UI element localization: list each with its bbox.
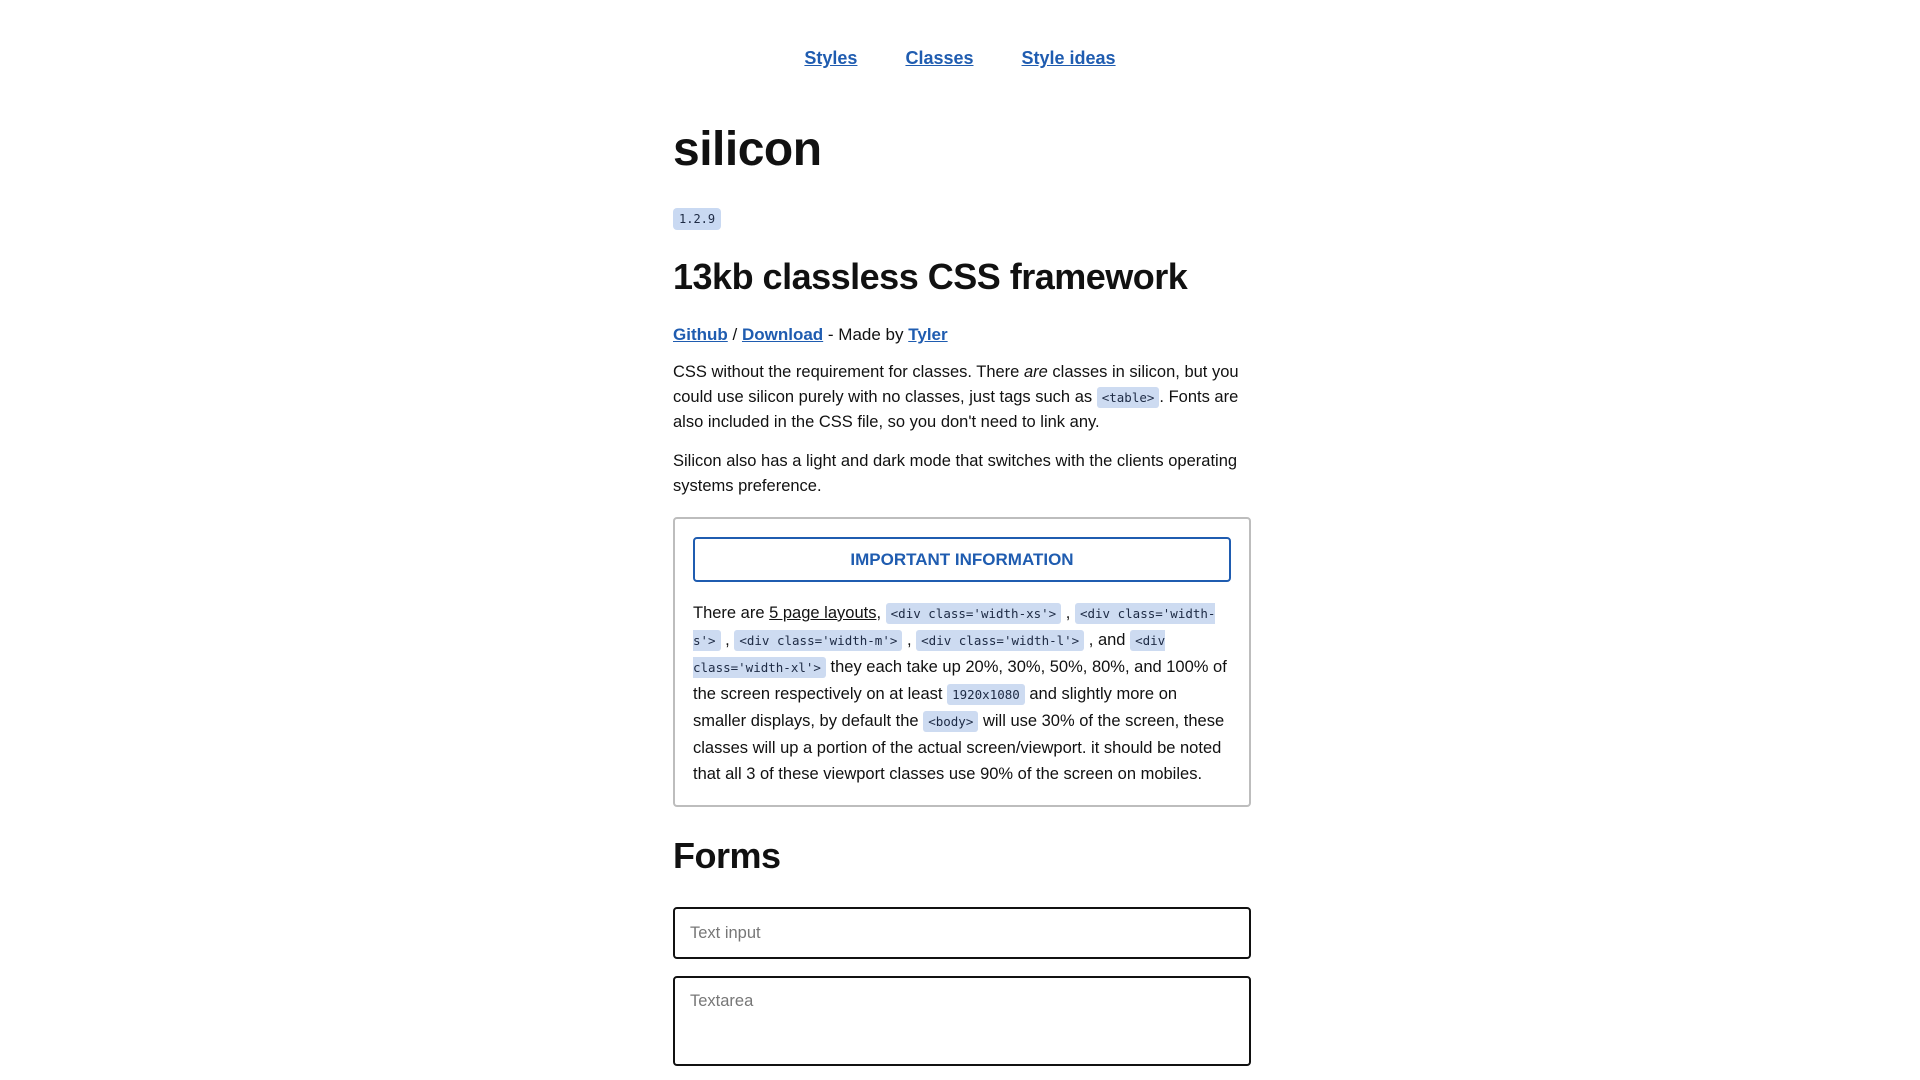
nav-link-style-ideas[interactable]: Style ideas [1021,48,1116,68]
forms-heading: Forms [673,835,781,876]
top-nav [0,48,1920,69]
mode-paragraph: Silicon also has a light and dark mode that switches with the clients operating systems preference. [673,452,1238,495]
code-resolution: 1920x1080 [947,684,1025,705]
code-body-tag: <body> [923,711,978,732]
info-box-header: IMPORTANT INFORMATION [693,537,1231,582]
info-box-body: There are 5 page layouts, <div class='width-xs'> , <div class='width-s'> , <div class='width-m'> , <div class='width-l'> , and <div class='width-xl'> they each take up 20%, 30%, 50%, 80%, and 100% of the screen respectively on at least 1920x1080 and slightly more on smaller displays, by default the <body> will use 30% of the screen, these classes will up a portion of the actual screen/viewport. it should be noted that all 3 of these viewport classes use 90% of the screen on mobiles. [693,604,1227,783]
made-by-text: - Made by [827,325,904,344]
intro-paragraph: CSS without the requirement for classes. There are classes in silicon, but you could use silicon purely with no classes, just tags such as <table> . Fonts are also included in the CSS file, so you don't need to link any. [673,363,1239,431]
important-info-box [673,517,1251,807]
page-title: silicon [673,123,822,176]
github-link[interactable]: Github [673,325,728,344]
nav-link-styles[interactable]: Styles [804,48,858,68]
download-link[interactable]: Download [741,325,824,344]
code-width-m: <div class='width-m'> [734,630,902,651]
byline [673,324,1251,346]
main-content [673,118,1251,1066]
page-subtitle: 13kb classless CSS framework [673,256,1188,297]
textarea-input[interactable] [673,976,1251,1066]
code-width-xs: <div class='width-xs'> [886,603,1062,624]
nav-link-classes[interactable]: Classes [905,48,974,68]
author-link[interactable]: Tyler [908,325,948,344]
page-layouts-text: 5 page layouts [769,604,877,622]
code-width-xl: <div class='width-xl'> [693,630,1165,678]
code-width-s: <div class='width-s'> [693,603,1215,651]
byline-separator: / [732,325,738,344]
text-input[interactable] [673,907,1251,959]
inline-code: <table> [1097,387,1160,408]
code-width-l: <div class='width-l'> [916,630,1084,651]
version-badge: 1.2.9 [673,208,721,230]
